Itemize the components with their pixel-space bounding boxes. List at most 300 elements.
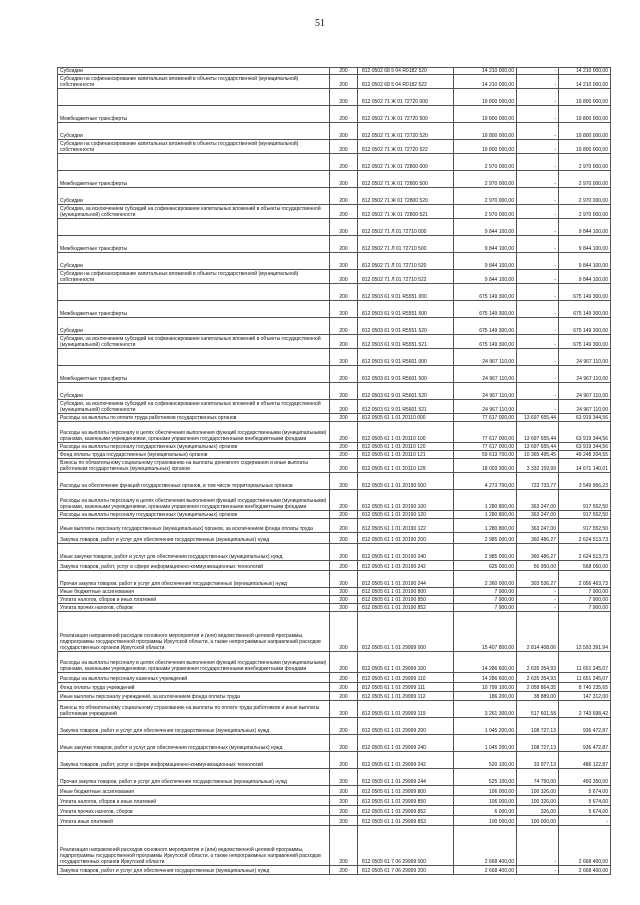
- executed-amount-cell: -: [517, 253, 559, 270]
- unexecuted-amount-cell: 2 970 000,00: [559, 171, 611, 188]
- expense-name-cell: Субсидии: [58, 68, 330, 75]
- line-code-cell: 200: [330, 533, 358, 544]
- approved-amount-cell: 7 900,00: [454, 588, 517, 596]
- executed-amount-cell: -: [517, 366, 559, 383]
- budget-classification-code-cell: 812 0505 61 1 01 29999 850: [358, 796, 454, 806]
- unexecuted-amount-cell: 9 844 100,00: [559, 219, 611, 236]
- unexecuted-amount-cell: 19 800 000,00: [559, 140, 611, 154]
- line-code-cell: 200: [330, 752, 358, 769]
- line-code-cell: 200: [330, 284, 358, 301]
- line-code-cell: 200: [330, 473, 358, 490]
- unexecuted-amount-cell: 63 919 344,56: [559, 422, 611, 443]
- expense-name-cell: Уплата прочих налогов, сборов: [58, 806, 330, 816]
- executed-amount-cell: 74 750,00: [517, 769, 559, 786]
- table-row: [58, 490, 611, 511]
- approved-amount-cell: 675 149 300,00: [454, 301, 517, 318]
- expense-name-cell: Расходы на выплаты персоналу в целях обеспечения выполнения функций государственными (муниципальными) органами, казенными учреждениями, органами управления государственными внебюджетными фондами: [58, 422, 330, 443]
- line-code-cell: 200: [330, 612, 358, 652]
- executed-amount-cell: 326,00: [517, 806, 559, 816]
- table-row: [58, 75, 611, 89]
- unexecuted-amount-cell: 11 651 245,07: [559, 673, 611, 683]
- table-row: [58, 692, 611, 701]
- unexecuted-amount-cell: 147 312,00: [559, 692, 611, 701]
- expense-name-cell: Уплата налогов, сборов и иных платежей: [58, 596, 330, 604]
- table-row: [58, 188, 611, 205]
- unexecuted-amount-cell: 9 844 100,00: [559, 253, 611, 270]
- table-row: [58, 123, 611, 140]
- expense-name-cell: Прочая закупка товаров, работ и услуг для обеспечения государственных (муниципальных) нужд: [58, 769, 330, 786]
- budget-classification-code-cell: 812 0505 61 1 01 20190 122: [358, 519, 454, 533]
- expense-name-cell: Субсидии на софинансирование капитальных вложений в объекты государственной (муниципальной) собственности: [58, 140, 330, 154]
- executed-amount-cell: 100 326,00: [517, 796, 559, 806]
- approved-amount-cell: 1 045 200,00: [454, 718, 517, 735]
- executed-amount-cell: 363 247,00: [517, 519, 559, 533]
- executed-amount-cell: -: [517, 826, 559, 866]
- table-row: [58, 422, 611, 443]
- budget-classification-code-cell: 812 0505 61 7 06 29999 000: [358, 826, 454, 866]
- executed-amount-cell: -: [517, 188, 559, 205]
- table-row: [58, 301, 611, 318]
- line-code-cell: 200: [330, 253, 358, 270]
- approved-amount-cell: 2 668 400,00: [454, 866, 517, 875]
- approved-amount-cell: 14 210 000,00: [454, 68, 517, 75]
- executed-amount-cell: -: [517, 335, 559, 349]
- executed-amount-cell: 3 332 159,99: [517, 459, 559, 473]
- unexecuted-amount-cell: 5 674,00: [559, 806, 611, 816]
- table-row: [58, 284, 611, 301]
- table-row: [58, 270, 611, 284]
- line-code-cell: 200: [330, 701, 358, 718]
- budget-classification-code-cell: 812 0505 61 1 01 29999 240: [358, 735, 454, 752]
- expense-name-cell: Иные бюджетные ассигнования: [58, 786, 330, 796]
- table-row: [58, 533, 611, 544]
- executed-amount-cell: 13 697 655,44: [517, 422, 559, 443]
- budget-classification-code-cell: 812 0505 61 1 01 29999 242: [358, 752, 454, 769]
- budget-classification-code-cell: 812 0503 61 9 01 R5601 000: [358, 349, 454, 366]
- expense-name-cell: Межбюджетные трансферты: [58, 301, 330, 318]
- executed-amount-cell: 33 977,13: [517, 752, 559, 769]
- table-row: [58, 140, 611, 154]
- line-code-cell: 200: [330, 414, 358, 422]
- approved-amount-cell: 19 800 000,00: [454, 123, 517, 140]
- budget-classification-code-cell: 812 0502 71 Л 01 72710 000: [358, 219, 454, 236]
- unexecuted-amount-cell: 24 967 110,00: [559, 400, 611, 414]
- approved-amount-cell: 106 000,00: [454, 796, 517, 806]
- budget-classification-code-cell: 812 0502 71 Ж 01 72720 522: [358, 140, 454, 154]
- executed-amount-cell: 363 247,00: [517, 511, 559, 519]
- approved-amount-cell: 2 360 000,00: [454, 571, 517, 588]
- expense-name-cell: Межбюджетные трансферты: [58, 171, 330, 188]
- approved-amount-cell: 14 210 000,00: [454, 75, 517, 89]
- unexecuted-amount-cell: 11 651 245,07: [559, 652, 611, 673]
- approved-amount-cell: 77 617 000,00: [454, 443, 517, 451]
- expense-name-cell: Межбюджетные трансферты: [58, 366, 330, 383]
- executed-amount-cell: 2 058 864,35: [517, 683, 559, 692]
- line-code-cell: 200: [330, 219, 358, 236]
- unexecuted-amount-cell: 917 552,50: [559, 490, 611, 511]
- budget-classification-code-cell: 812 0505 61 1 01 20110 120: [358, 443, 454, 451]
- table-row: [58, 171, 611, 188]
- unexecuted-amount-cell: 917 552,50: [559, 511, 611, 519]
- approved-amount-cell: 1 280 800,00: [454, 511, 517, 519]
- table-row: [58, 400, 611, 414]
- table-row: [58, 106, 611, 123]
- unexecuted-amount-cell: 675 149 300,00: [559, 335, 611, 349]
- budget-classification-code-cell: 812 0505 61 1 01 29999 110: [358, 673, 454, 683]
- executed-amount-cell: -: [517, 219, 559, 236]
- budget-classification-code-cell: 812 0505 61 1 01 20190 800: [358, 588, 454, 596]
- approved-amount-cell: 9 844 100,00: [454, 236, 517, 253]
- budget-classification-code-cell: 812 0502 71 Л 01 72710 522: [358, 270, 454, 284]
- line-code-cell: 200: [330, 604, 358, 612]
- budget-classification-code-cell: 812 0505 61 1 01 29999 119: [358, 701, 454, 718]
- unexecuted-amount-cell: 2 970 000,00: [559, 188, 611, 205]
- approved-amount-cell: 59 613 700,00: [454, 451, 517, 459]
- table-row: [58, 318, 611, 335]
- line-code-cell: 200: [330, 106, 358, 123]
- table-body: [58, 68, 611, 875]
- line-code-cell: 200: [330, 718, 358, 735]
- table-row: [58, 443, 611, 451]
- line-code-cell: 200: [330, 490, 358, 511]
- expense-name-cell: Уплата иных платежей: [58, 816, 330, 826]
- unexecuted-amount-cell: 2 668 400,00: [559, 866, 611, 875]
- expense-name-cell: Межбюджетные трансферты: [58, 236, 330, 253]
- approved-amount-cell: 106 000,00: [454, 786, 517, 796]
- expense-name-cell: [58, 219, 330, 236]
- expense-name-cell: Расходы на выплаты персоналу государственных (муниципальных) органов: [58, 511, 330, 519]
- expense-name-cell: Закупка товаров, работ и услуг для обеспечения государственных (муниципальных) нужд: [58, 533, 330, 544]
- expense-name-cell: Субсидии: [58, 383, 330, 400]
- expense-name-cell: Фонд оплаты труда государственных (муниципальных) органов: [58, 451, 330, 459]
- expense-name-cell: Расходы на обеспечение функций государственных органов, в том числе территориальных органов: [58, 473, 330, 490]
- budget-classification-code-cell: 812 0505 61 1 01 20190 000: [358, 473, 454, 490]
- executed-amount-cell: 723 733,77: [517, 473, 559, 490]
- unexecuted-amount-cell: -: [559, 816, 611, 826]
- executed-amount-cell: 100 326,00: [517, 786, 559, 796]
- expense-name-cell: Расходы на выплаты персоналу в целях обеспечения выполнения функций государственными (муниципальными) органами, казенными учреждениями, органами управления государственными внебюджетными фондами: [58, 652, 330, 673]
- unexecuted-amount-cell: 7 900,00: [559, 596, 611, 604]
- line-code-cell: 200: [330, 443, 358, 451]
- table-row: [58, 652, 611, 673]
- approved-amount-cell: 24 967 110,00: [454, 349, 517, 366]
- unexecuted-amount-cell: 675 149 300,00: [559, 284, 611, 301]
- executed-amount-cell: -: [517, 604, 559, 612]
- line-code-cell: 200: [330, 561, 358, 571]
- approved-amount-cell: 77 617 000,00: [454, 414, 517, 422]
- unexecuted-amount-cell: 7 900,00: [559, 604, 611, 612]
- table-row: [58, 205, 611, 219]
- budget-classification-code-cell: 812 0502 71 Ж 01 72800 000: [358, 154, 454, 171]
- unexecuted-amount-cell: 2 056 463,73: [559, 571, 611, 588]
- unexecuted-amount-cell: 14 671 140,01: [559, 459, 611, 473]
- table-row: [58, 612, 611, 652]
- approved-amount-cell: 2 970 000,00: [454, 171, 517, 188]
- line-code-cell: 200: [330, 335, 358, 349]
- budget-classification-code-cell: 812 0503 61 9 01 R5551 521: [358, 335, 454, 349]
- expense-name-cell: Закупка товаров, работ и услуг для обеспечения государственных (муниципальных) нужд: [58, 718, 330, 735]
- line-code-cell: 200: [330, 68, 358, 75]
- budget-classification-code-cell: 812 0505 61 1 01 29999 112: [358, 692, 454, 701]
- line-code-cell: 200: [330, 422, 358, 443]
- unexecuted-amount-cell: 24 967 110,00: [559, 366, 611, 383]
- expense-name-cell: Межбюджетные трансферты: [58, 106, 330, 123]
- expense-name-cell: Субсидии на софинансирование капитальных вложений в объекты государственной (муниципальной) собственности: [58, 75, 330, 89]
- unexecuted-amount-cell: 63 919 344,56: [559, 414, 611, 422]
- budget-classification-code-cell: 812 0502 71 Ж 01 72720 500: [358, 106, 454, 123]
- unexecuted-amount-cell: 917 552,50: [559, 519, 611, 533]
- executed-amount-cell: -: [517, 596, 559, 604]
- unexecuted-amount-cell: 7 900,00: [559, 588, 611, 596]
- budget-classification-code-cell: 812 0505 61 1 01 29999 200: [358, 718, 454, 735]
- expense-name-cell: Расходы на выплаты персоналу казенных учреждений: [58, 673, 330, 683]
- approved-amount-cell: 1 280 800,00: [454, 490, 517, 511]
- table-row: [58, 561, 611, 571]
- executed-amount-cell: -: [517, 866, 559, 875]
- unexecuted-amount-cell: 2 668 400,00: [559, 826, 611, 866]
- line-code-cell: 200: [330, 571, 358, 588]
- expense-name-cell: Субсидии: [58, 253, 330, 270]
- executed-amount-cell: -: [517, 171, 559, 188]
- expense-name-cell: Закупка товаров, работ, услуг в сфере информационно-коммуникационных технологий: [58, 752, 330, 769]
- unexecuted-amount-cell: 2 743 698,42: [559, 701, 611, 718]
- budget-classification-code-cell: 812 0503 61 9 01 R5551 500: [358, 301, 454, 318]
- table-row: [58, 866, 611, 875]
- expense-name-cell: Иные закупки товаров, работ и услуг для обеспечения государственных (муниципальных) нужд: [58, 735, 330, 752]
- expense-name-cell: Субсидии, за исключением субсидий на софинансирование капитальных вложений в объекты государственной (муниципальной) собственности: [58, 335, 330, 349]
- budget-classification-code-cell: 812 0505 61 1 01 29999 800: [358, 786, 454, 796]
- table-row: [58, 459, 611, 473]
- line-code-cell: 200: [330, 400, 358, 414]
- approved-amount-cell: 77 617 000,00: [454, 422, 517, 443]
- approved-amount-cell: 6 000,00: [454, 806, 517, 816]
- expense-name-cell: Субсидии: [58, 318, 330, 335]
- line-code-cell: 200: [330, 75, 358, 89]
- table-row: [58, 596, 611, 604]
- budget-classification-code-cell: 812 0505 61 1 01 20190 200: [358, 533, 454, 544]
- line-code-cell: 200: [330, 123, 358, 140]
- budget-classification-code-cell: 812 0505 61 1 01 29999 111: [358, 683, 454, 692]
- expense-name-cell: Закупка товаров, работ и услуг для обеспечения государственных (муниципальных) нужд: [58, 866, 330, 875]
- budget-classification-code-cell: 812 0505 61 7 06 29999 200: [358, 866, 454, 875]
- budget-classification-code-cell: 812 0505 61 1 01 20110 121: [358, 451, 454, 459]
- expense-name-cell: Иные выплаты персоналу государственных (муниципальных) органов, за исключением фонда оплаты труда: [58, 519, 330, 533]
- line-code-cell: 200: [330, 318, 358, 335]
- budget-classification-code-cell: 812 0505 61 1 01 20190 242: [358, 561, 454, 571]
- expense-name-cell: [58, 154, 330, 171]
- approved-amount-cell: 24 967 110,00: [454, 400, 517, 414]
- line-code-cell: 200: [330, 270, 358, 284]
- budget-classification-code-cell: 812 0505 61 1 01 20110 129: [358, 459, 454, 473]
- unexecuted-amount-cell: 63 919 344,56: [559, 443, 611, 451]
- executed-amount-cell: -: [517, 318, 559, 335]
- line-code-cell: 200: [330, 683, 358, 692]
- line-code-cell: 200: [330, 673, 358, 683]
- approved-amount-cell: 10 799 100,00: [454, 683, 517, 692]
- expense-name-cell: Субсидии на софинансирование капитальных вложений в объекты государственной (муниципальной) собственности: [58, 270, 330, 284]
- approved-amount-cell: 2 970 000,00: [454, 154, 517, 171]
- table-row: [58, 366, 611, 383]
- budget-classification-code-cell: 812 0505 61 1 01 20190 852: [358, 604, 454, 612]
- budget-classification-code-cell: 812 0502 68 5 04 R0182 522: [358, 75, 454, 89]
- line-code-cell: 200: [330, 816, 358, 826]
- executed-amount-cell: 517 601,58: [517, 701, 559, 718]
- executed-amount-cell: -: [517, 106, 559, 123]
- page-number: 51: [315, 18, 325, 29]
- table-row: [58, 68, 611, 75]
- budget-classification-code-cell: 812 0503 61 9 01 R5601 521: [358, 400, 454, 414]
- line-code-cell: 200: [330, 692, 358, 701]
- approved-amount-cell: 9 844 100,00: [454, 270, 517, 284]
- executed-amount-cell: 363 247,00: [517, 490, 559, 511]
- budget-classification-code-cell: 812 0505 61 1 01 29999 000: [358, 612, 454, 652]
- executed-amount-cell: 13 697 655,44: [517, 443, 559, 451]
- table-row: [58, 154, 611, 171]
- unexecuted-amount-cell: 8 740 235,65: [559, 683, 611, 692]
- unexecuted-amount-cell: 5 674,00: [559, 796, 611, 806]
- expense-name-cell: [58, 89, 330, 106]
- expense-name-cell: Расходы на выплаты по оплате труда работников государственных органов: [58, 414, 330, 422]
- approved-amount-cell: 2 970 000,00: [454, 205, 517, 219]
- approved-amount-cell: 3 261 300,00: [454, 701, 517, 718]
- table-row: [58, 451, 611, 459]
- approved-amount-cell: 14 286 600,00: [454, 652, 517, 673]
- approved-amount-cell: 7 900,00: [454, 604, 517, 612]
- executed-amount-cell: -: [517, 400, 559, 414]
- approved-amount-cell: 15 407 800,00: [454, 612, 517, 652]
- table-row: [58, 219, 611, 236]
- line-code-cell: 200: [330, 459, 358, 473]
- expense-name-cell: Субсидии, за исключением субсидий на софинансирование капитальных вложений в объекты государственной (муниципальной) собственности: [58, 400, 330, 414]
- budget-classification-code-cell: 812 0505 61 1 01 29999 852: [358, 806, 454, 816]
- unexecuted-amount-cell: 14 210 000,00: [559, 68, 611, 75]
- expense-name-cell: Закупка товаров, работ, услуг в сфере информационно-коммуникационных технологий: [58, 561, 330, 571]
- unexecuted-amount-cell: 24 967 110,00: [559, 383, 611, 400]
- expense-name-cell: Уплата прочих налогов, сборов: [58, 604, 330, 612]
- table-row: [58, 673, 611, 683]
- approved-amount-cell: 19 800 000,00: [454, 140, 517, 154]
- budget-classification-code-cell: 812 0502 71 Ж 01 72800 500: [358, 171, 454, 188]
- approved-amount-cell: 2 985 000,00: [454, 544, 517, 561]
- table-row: [58, 571, 611, 588]
- budget-classification-code-cell: 812 0505 61 1 01 20190 850: [358, 596, 454, 604]
- approved-amount-cell: 520 100,00: [454, 752, 517, 769]
- unexecuted-amount-cell: 3 549 966,23: [559, 473, 611, 490]
- line-code-cell: 200: [330, 451, 358, 459]
- unexecuted-amount-cell: 12 593 391,94: [559, 612, 611, 652]
- line-code-cell: 200: [330, 596, 358, 604]
- executed-amount-cell: 2 814 408,06: [517, 612, 559, 652]
- line-code-cell: 200: [330, 769, 358, 786]
- line-code-cell: 200: [330, 519, 358, 533]
- unexecuted-amount-cell: 675 149 300,00: [559, 301, 611, 318]
- approved-amount-cell: 186 200,00: [454, 692, 517, 701]
- budget-classification-code-cell: 812 0502 68 5 04 R0182 520: [358, 68, 454, 75]
- executed-amount-cell: 2 635 354,93: [517, 673, 559, 683]
- approved-amount-cell: 14 286 600,00: [454, 673, 517, 683]
- expense-name-cell: Субсидии: [58, 123, 330, 140]
- budget-classification-code-cell: 812 0502 71 Ж 01 72720 000: [358, 89, 454, 106]
- line-code-cell: 200: [330, 301, 358, 318]
- unexecuted-amount-cell: 19 800 000,00: [559, 123, 611, 140]
- executed-amount-cell: -: [517, 383, 559, 400]
- line-code-cell: 200: [330, 826, 358, 866]
- table-row: [58, 414, 611, 422]
- approved-amount-cell: 19 800 000,00: [454, 89, 517, 106]
- executed-amount-cell: -: [517, 154, 559, 171]
- executed-amount-cell: -: [517, 75, 559, 89]
- executed-amount-cell: -: [517, 301, 559, 318]
- unexecuted-amount-cell: 2 624 513,73: [559, 544, 611, 561]
- approved-amount-cell: 18 003 300,00: [454, 459, 517, 473]
- expense-name-cell: Субсидии, за исключением субсидий на софинансирование капитальных вложений в объекты государственной (муниципальной) собственности: [58, 205, 330, 219]
- budget-execution-table: [57, 67, 611, 875]
- executed-amount-cell: 108 727,13: [517, 735, 559, 752]
- expense-name-cell: Расходы на выплаты персоналу в целях обеспечения выполнения функций государственными (муниципальными) органами, казенными учреждениями, органами управления государственными внебюджетными фондами: [58, 490, 330, 511]
- line-code-cell: 200: [330, 205, 358, 219]
- budget-classification-code-cell: 812 0503 61 9 01 R5601 500: [358, 366, 454, 383]
- expense-name-cell: Иные бюджетные ассигнования: [58, 588, 330, 596]
- budget-classification-code-cell: 812 0505 61 1 01 20190 100: [358, 490, 454, 511]
- approved-amount-cell: 2 985 000,00: [454, 533, 517, 544]
- line-code-cell: 200: [330, 652, 358, 673]
- expense-name-cell: Взносы по обязательному социальному страхованию на выплаты по оплате труда работников и иные выплаты работникам учреждений: [58, 701, 330, 718]
- line-code-cell: 200: [330, 735, 358, 752]
- executed-amount-cell: -: [517, 123, 559, 140]
- line-code-cell: 200: [330, 383, 358, 400]
- unexecuted-amount-cell: 9 844 100,00: [559, 236, 611, 253]
- approved-amount-cell: 625 000,00: [454, 561, 517, 571]
- executed-amount-cell: -: [517, 68, 559, 75]
- table-row: [58, 806, 611, 816]
- executed-amount-cell: 10 365 495,45: [517, 451, 559, 459]
- approved-amount-cell: 2 668 400,00: [454, 826, 517, 866]
- table-row: [58, 349, 611, 366]
- approved-amount-cell: 2 970 000,00: [454, 188, 517, 205]
- expense-name-cell: Расходы на выплаты персоналу государственных (муниципальных) органов: [58, 443, 330, 451]
- expense-name-cell: Взносы по обязательному социальному страхованию на выплаты денежного содержания и иные выплаты работникам государственных (муниципальных) органов: [58, 459, 330, 473]
- table-row: [58, 752, 611, 769]
- table-row: [58, 383, 611, 400]
- approved-amount-cell: 4 273 700,00: [454, 473, 517, 490]
- executed-amount-cell: -: [517, 588, 559, 596]
- executed-amount-cell: 360 486,27: [517, 533, 559, 544]
- unexecuted-amount-cell: 14 210 000,00: [559, 75, 611, 89]
- table-row: [58, 335, 611, 349]
- budget-classification-code-cell: 812 0502 71 Ж 01 72720 520: [358, 123, 454, 140]
- table-row: [58, 769, 611, 786]
- line-code-cell: 200: [330, 866, 358, 875]
- approved-amount-cell: 100 000,00: [454, 816, 517, 826]
- executed-amount-cell: 100 000,00: [517, 816, 559, 826]
- approved-amount-cell: 24 967 110,00: [454, 366, 517, 383]
- approved-amount-cell: 525 100,00: [454, 769, 517, 786]
- table-row: [58, 826, 611, 866]
- line-code-cell: 200: [330, 171, 358, 188]
- table-row: [58, 683, 611, 692]
- table-row: [58, 89, 611, 106]
- budget-classification-code-cell: 812 0505 61 1 01 20190 244: [358, 571, 454, 588]
- table-row: [58, 604, 611, 612]
- budget-classification-code-cell: 812 0502 71 Ж 01 72800 520: [358, 188, 454, 205]
- unexecuted-amount-cell: 24 967 110,00: [559, 349, 611, 366]
- expense-name-cell: Уплата налогов, сборов и иных платежей: [58, 796, 330, 806]
- line-code-cell: 200: [330, 154, 358, 171]
- budget-classification-code-cell: 812 0505 61 1 01 20110 000: [358, 414, 454, 422]
- line-code-cell: 200: [330, 366, 358, 383]
- unexecuted-amount-cell: 2 970 000,00: [559, 154, 611, 171]
- unexecuted-amount-cell: 936 472,87: [559, 718, 611, 735]
